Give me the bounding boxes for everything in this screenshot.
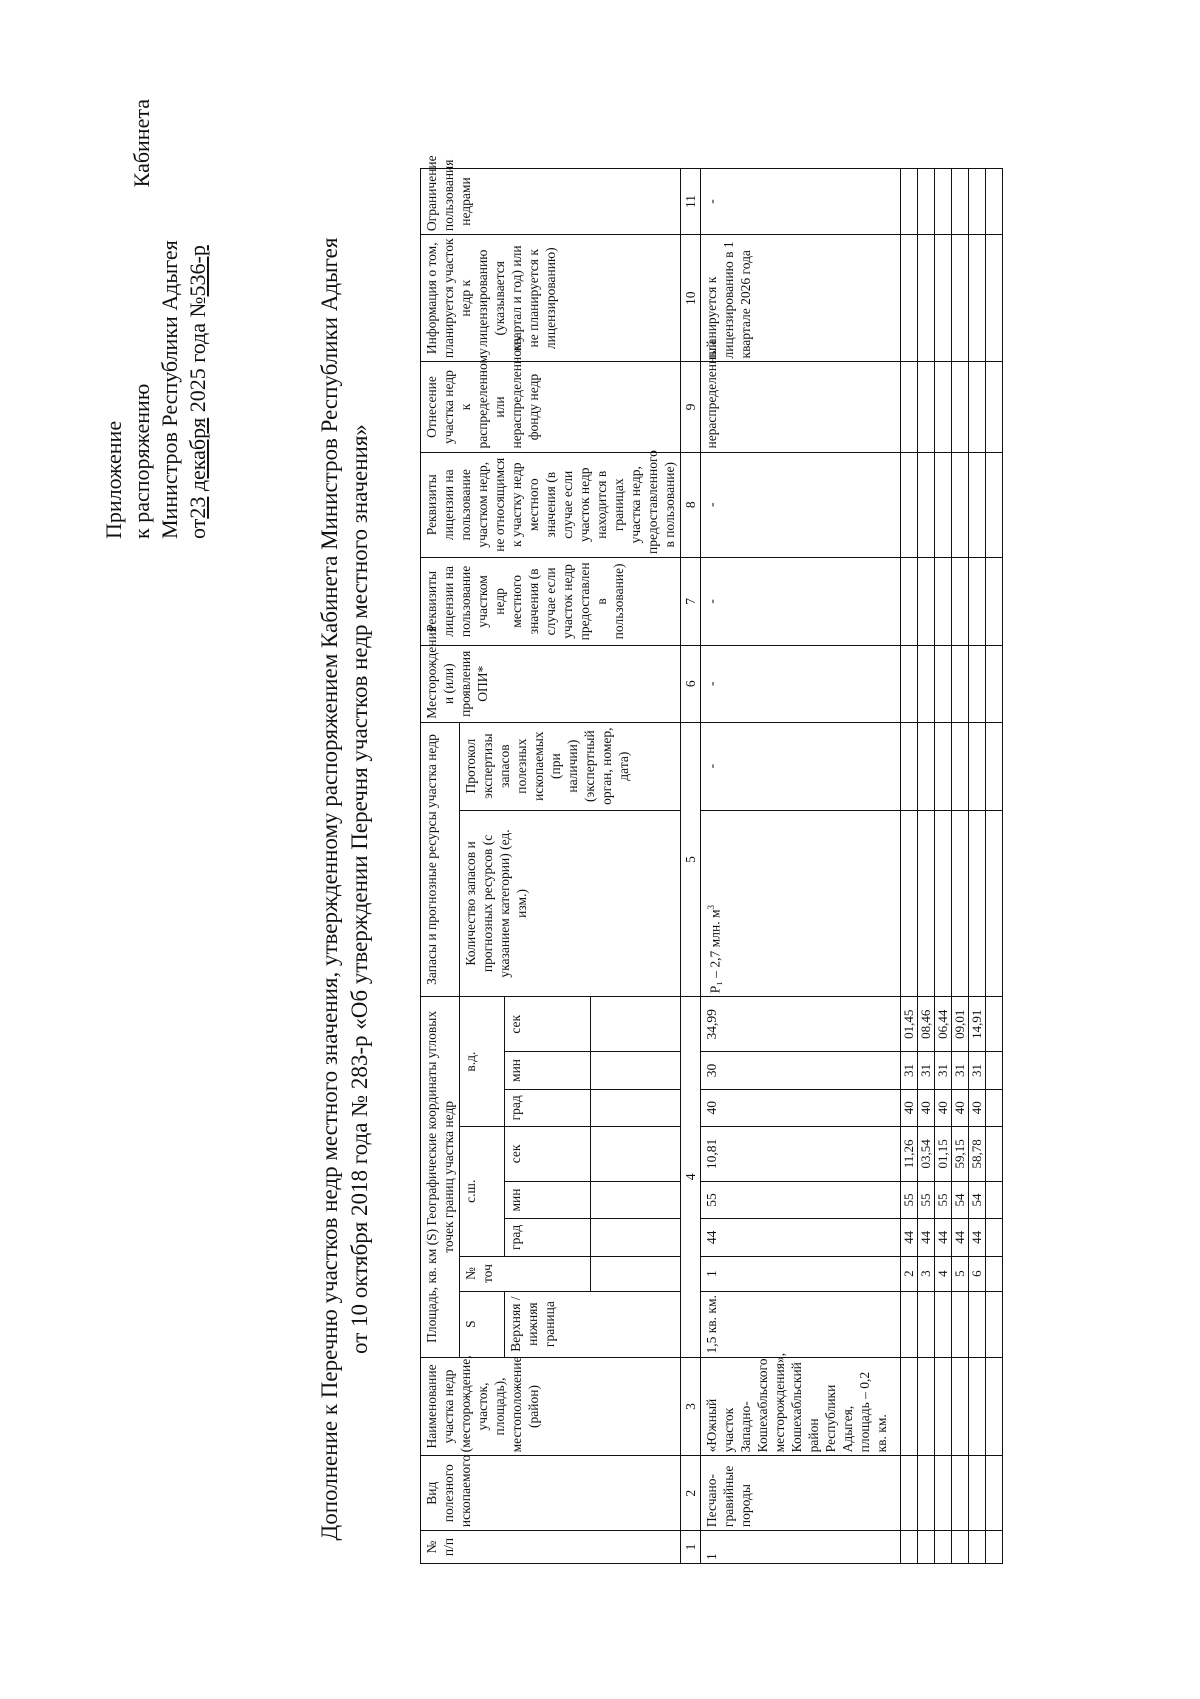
col-num: 10 bbox=[681, 235, 701, 362]
point-n-min: 55 bbox=[701, 1181, 901, 1218]
point-e-min: 31 bbox=[969, 1052, 986, 1089]
row-number: 1 bbox=[701, 1531, 901, 1564]
point-row bbox=[901, 169, 918, 1564]
row-license-other: - bbox=[701, 452, 901, 557]
point-row bbox=[935, 169, 952, 1564]
point-n-sec: 59,15 bbox=[952, 1126, 969, 1181]
header-spacer bbox=[591, 1089, 681, 1126]
header-spacer bbox=[591, 1052, 681, 1089]
point-number: 5 bbox=[952, 1256, 969, 1291]
title-line-1: Дополнение к Перечню участков недр местного значения, утвержденному распоряжением Кабинета Министров Республики Адыгея bbox=[317, 237, 342, 1541]
approval-line-3: Министров Республики Адыгея bbox=[157, 240, 182, 539]
approval-line-2b: Кабинета bbox=[129, 99, 154, 188]
header-boundary: Верхняя / нижняя граница bbox=[505, 1291, 681, 1357]
header-spacer bbox=[591, 1256, 681, 1291]
col-num: 2 bbox=[681, 1456, 701, 1531]
point-e-deg: 40 bbox=[935, 1089, 952, 1126]
header-row-1 bbox=[421, 169, 460, 1564]
point-number: 3 bbox=[918, 1256, 935, 1291]
point-n-min: 55 bbox=[901, 1181, 918, 1218]
header-s: S bbox=[460, 1291, 505, 1357]
row-protocol: - bbox=[701, 722, 901, 810]
point-e-deg: 40 bbox=[701, 1089, 901, 1126]
document-title bbox=[315, 189, 375, 1589]
rotated-content bbox=[80, 69, 1120, 1629]
point-e-min: 31 bbox=[935, 1052, 952, 1089]
col-num: 6 bbox=[681, 645, 701, 722]
point-n-deg: 44 bbox=[701, 1219, 901, 1256]
point-n-sec: 03,54 bbox=[918, 1126, 935, 1181]
point-e-min: 31 bbox=[901, 1052, 918, 1089]
col-num: 1 bbox=[681, 1531, 701, 1564]
header-spacer bbox=[591, 997, 681, 1052]
col-num: 8 bbox=[681, 452, 701, 557]
approval-prefix: от bbox=[185, 518, 210, 539]
header-n-sec: сек bbox=[505, 1126, 591, 1181]
point-e-sec: 09,01 bbox=[952, 997, 969, 1052]
row-fund: нераспределенный bbox=[701, 362, 901, 452]
point-e-deg: 40 bbox=[969, 1089, 986, 1126]
header-plan: Информация о том, планируется участок недр к лицензированию (указывается квартал и год) или не планируется к лицензированию) bbox=[421, 235, 681, 362]
point-n-sec: 01,15 bbox=[935, 1126, 952, 1181]
approval-year: 2025 года № bbox=[185, 296, 210, 413]
point-row bbox=[952, 169, 969, 1564]
col-num: 4 bbox=[681, 997, 701, 1357]
header-n-min: мин bbox=[505, 1181, 591, 1218]
approval-line-1: Приложение bbox=[101, 420, 126, 539]
point-n-min: 55 bbox=[935, 1181, 952, 1218]
subsoil-plots-table bbox=[420, 155, 1003, 1564]
col-num: 11 bbox=[681, 169, 701, 235]
approval-block bbox=[100, 99, 212, 539]
point-n-sec: 10,81 bbox=[701, 1126, 901, 1181]
header-point-number: № точ bbox=[460, 1256, 591, 1291]
header-deposits: Месторождения и (или) проявления ОПИ* bbox=[421, 645, 681, 722]
header-license-local: Реквизиты лицензии на пользование участком недр местного значения (в случае если участок недр предоставлен в пользование) bbox=[421, 557, 681, 645]
header-reserves-qty: Количество запасов и прогнозных ресурсов (с указанием категории) (ед. изм.) bbox=[460, 810, 681, 997]
header-restriction: Ограничение пользования недрами bbox=[421, 169, 681, 235]
point-n-deg: 44 bbox=[901, 1219, 918, 1256]
point-e-min: 31 bbox=[952, 1052, 969, 1089]
row-reserves bbox=[701, 810, 901, 997]
column-numbers-row bbox=[681, 169, 701, 1564]
blank-row bbox=[986, 169, 1003, 1564]
header-e-deg: град bbox=[505, 1089, 591, 1126]
header-spacer bbox=[591, 1219, 681, 1256]
row-mineral: Песчано-гравийные породы bbox=[701, 1456, 901, 1531]
header-protocol: Протокол экспертизы запасов полезных ископаемых (при наличии) (экспертный орган, номер, дата) bbox=[460, 722, 681, 810]
point-row bbox=[918, 169, 935, 1564]
header-spacer bbox=[591, 1126, 681, 1181]
col-num: 9 bbox=[681, 362, 701, 452]
point-e-sec: 01,45 bbox=[901, 997, 918, 1052]
point-number: 6 bbox=[969, 1256, 986, 1291]
point-n-deg: 44 bbox=[969, 1219, 986, 1256]
row-deposits: - bbox=[701, 645, 901, 722]
point-n-sec: 58,78 bbox=[969, 1126, 986, 1181]
point-e-deg: 40 bbox=[901, 1089, 918, 1126]
point-e-min: 31 bbox=[918, 1052, 935, 1089]
point-e-deg: 40 bbox=[952, 1089, 969, 1126]
col-num: 5 bbox=[681, 722, 701, 997]
approval-month: декабря bbox=[185, 417, 210, 492]
approval-number: 536-р bbox=[185, 245, 210, 297]
point-n-sec: 11,26 bbox=[901, 1126, 918, 1181]
row-plot-name: «Южный участок Западно-Кошехабльского месторождения», Кошехабльский район Республики Адыгея, площадь – 0,2 кв. км. bbox=[701, 1357, 901, 1456]
point-n-min: 55 bbox=[918, 1181, 935, 1218]
header-mineral: Вид полезного ископаемого bbox=[421, 1456, 681, 1531]
approval-line-2a: к распоряжению bbox=[129, 383, 154, 539]
header-spacer bbox=[591, 1181, 681, 1218]
reserves-sup: 3 bbox=[706, 905, 716, 910]
header-n-deg: град bbox=[505, 1219, 591, 1256]
approval-day: 23 bbox=[185, 496, 210, 519]
header-reserves: Запасы и прогнозные ресурсы участка недр bbox=[421, 722, 460, 997]
point-e-sec: 06,44 bbox=[935, 997, 952, 1052]
header-east: в.д. bbox=[460, 997, 505, 1127]
row-license-local: - bbox=[701, 557, 901, 645]
col-num: 3 bbox=[681, 1357, 701, 1456]
point-number: 4 bbox=[935, 1256, 952, 1291]
point-n-deg: 44 bbox=[935, 1219, 952, 1256]
point-number: 1 bbox=[701, 1256, 901, 1291]
reserves-value: P₁ – 2,7 млн. м bbox=[707, 909, 723, 994]
header-number: № п/п bbox=[421, 1531, 681, 1564]
point-e-sec: 14,91 bbox=[969, 997, 986, 1052]
point-n-min: 54 bbox=[969, 1181, 986, 1218]
header-area-coords: Площадь, кв. км (S) Географические координаты угловых точек границ участка недр bbox=[421, 997, 460, 1357]
point-number: 2 bbox=[901, 1256, 918, 1291]
point-row bbox=[969, 169, 986, 1564]
header-license-other: Реквизиты лицензии на пользование участком недр, не относящимся к участку недр местного значения (в случае если участок недр находится в границах участка недр, предоставленного в пользование) bbox=[421, 452, 681, 557]
row-plan: планируется к лицензированию в 1 квартале 2026 года bbox=[701, 235, 901, 362]
point-e-min: 30 bbox=[701, 1052, 901, 1089]
approval-line-2 bbox=[128, 99, 156, 539]
point-n-deg: 44 bbox=[918, 1219, 935, 1256]
title-line-2: от 10 октября 2018 года № 283-р «Об утверждении Перечня участков недр местного значения» bbox=[347, 424, 372, 1354]
row-restriction: - bbox=[701, 169, 901, 235]
point-e-sec: 08,46 bbox=[918, 997, 935, 1052]
approval-line-4 bbox=[184, 99, 212, 539]
header-e-sec: сек bbox=[505, 997, 591, 1052]
row-area: 1,5 кв. км. bbox=[701, 1291, 901, 1357]
point-n-min: 54 bbox=[952, 1181, 969, 1218]
header-north: с.ш. bbox=[460, 1126, 505, 1256]
header-plot-name: Наименование участка недр (месторождение, участок, площадь), местоположение (район) bbox=[421, 1357, 681, 1456]
point-n-deg: 44 bbox=[952, 1219, 969, 1256]
col-num: 7 bbox=[681, 557, 701, 645]
header-e-min: мин bbox=[505, 1052, 591, 1089]
point-e-deg: 40 bbox=[918, 1089, 935, 1126]
table-row bbox=[701, 169, 901, 1564]
header-fund: Отнесение участка недр к распределенному или нераспределенному фонду недр bbox=[421, 362, 681, 452]
point-e-sec: 34,99 bbox=[701, 997, 901, 1052]
